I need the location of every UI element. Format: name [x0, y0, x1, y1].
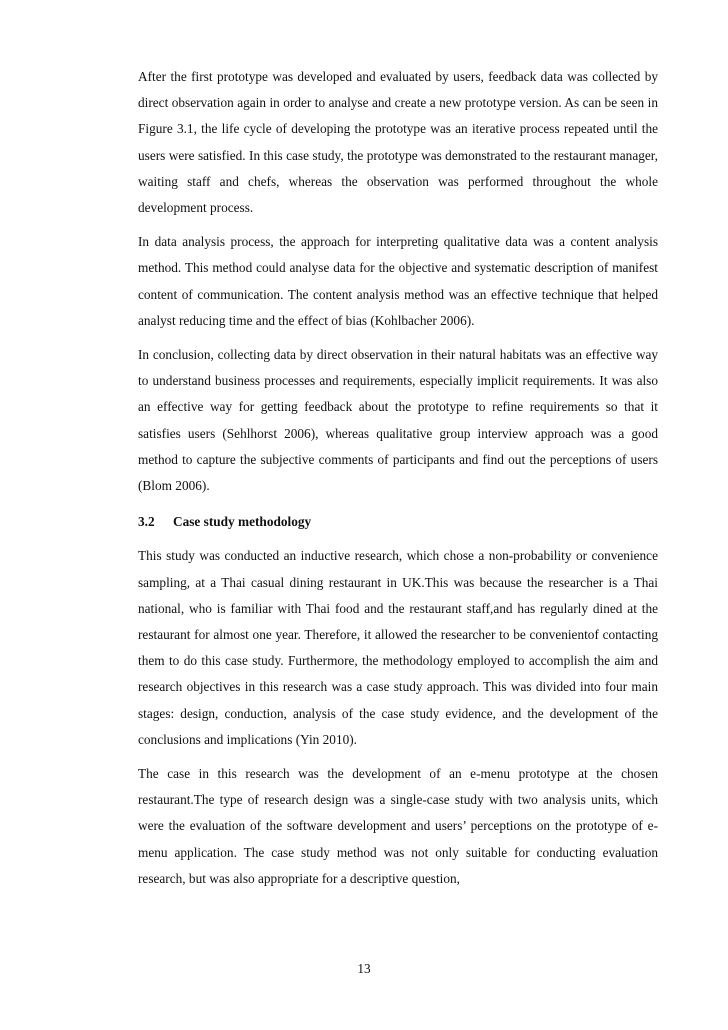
paragraph-conclusion: In conclusion, collecting data by direct observation in their natural habitats was an effective way to understand business processes and requirements, especially implicit requirements. It was also an effective way for getting feedback about the prototype to refine requirements so that it satisfies users (Sehlhorst 2006), whereas qualitative group interview approach was a good method to capture the subjective comments of participants and find out the perceptions of users (Blom 2006).	[138, 347, 658, 494]
section-number: 3.2	[138, 514, 155, 530]
page-number: 13	[357, 961, 371, 976]
paragraph-case-description: The case in this research was the development of an e-menu prototype at the chosen restaurant.The type of research design was a single-case study with two analysis units, which were the evaluation of the software development and users’ perceptions on the prototype of e-menu application. The case study method was not only suitable for conducting evaluation research, but was also appropriate for a descriptive question,	[138, 766, 658, 886]
paragraph-inductive-research: This study was conducted an inductive research, which chose a non-probability or convenience sampling, at a Thai casual dining restaurant in UK.This was because the researcher is a Thai national, who is familiar with Thai food and the restaurant staff,and has regularly dined at the restaurant for almost one year. Therefore, it allowed the researcher to be convenientof contacting them to do this case study. Furthermore, the methodology employed to accomplish the aim and research objectives in this research was a case study approach. This was divided into four main stages: design, conduction, analysis of the case study evidence, and the development of the conclusions and implications (Yin 2010).	[138, 548, 658, 747]
page-body	[138, 64, 658, 900]
paragraph-data-analysis: In data analysis process, the approach for interpreting qualitative data was a content analysis method. This method could analyse data for the objective and systematic description of manifest content of communication. The content analysis method was an effective technique that helped analyst reducing time and the effect of bias (Kohlbacher 2006).	[138, 234, 658, 328]
section-title: Case study methodology	[173, 514, 312, 530]
paragraph-prototype-evaluation: After the first prototype was developed and evaluated by users, feedback data was collected by direct observation again in order to analyse and create a new prototype version. As can be seen in Figure 3.1, the life cycle of developing the prototype was an iterative process repeated until the users were satisfied. In this case study, the prototype was demonstrated to the restaurant manager, waiting staff and chefs, whereas the observation was performed throughout the whole development process.	[138, 69, 658, 216]
section-heading	[138, 509, 658, 535]
